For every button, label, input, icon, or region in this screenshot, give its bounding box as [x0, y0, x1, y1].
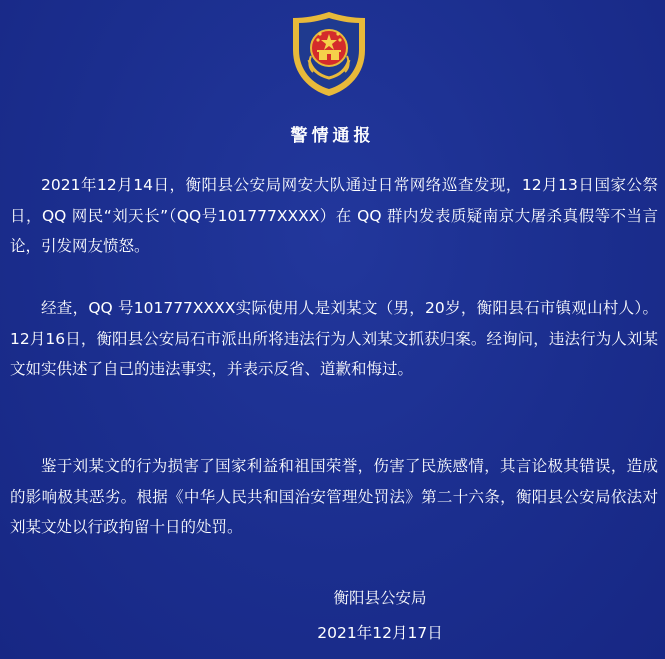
notice-paragraph-3: 鉴于刘某文的行为损害了国家利益和祖国荣誉，伤害了民族感情，其言论极其错误，造成的影响极其恶劣。根据《中华人民共和国治安管理处罚法》第二十六条，衡阳县公安局依法对刘某文处以行政拘留十日的处罚。	[10, 457, 658, 536]
notice-paragraph-2: 经查，QQ 号101777XXXX实际使用人是刘某文（男，20岁，衡阳县石市镇观山村人）。12月16日，衡阳县公安局石市派出所将违法行为人刘某文抓获归案。经询问，违法行为人刘某文如实供述了自己的违法事实，并表示反省、道歉和悔过。	[10, 299, 658, 378]
notice-title: 警情通报	[290, 126, 375, 146]
notice-paragraph-1: 2021年12月14日，衡阳县公安局网安大队通过日常网络巡查发现，12月13日国家公祭日，QQ 网民“刘天长”（QQ号101777XXXX）在 QQ 群内发表质疑南京大屠杀真假等不当言论，引发网友愤怒。	[10, 176, 658, 255]
signature-date: 2021年12月17日	[317, 624, 443, 642]
police-emblem-icon	[289, 10, 369, 98]
signature-organization: 衡阳县公安局	[333, 589, 427, 607]
